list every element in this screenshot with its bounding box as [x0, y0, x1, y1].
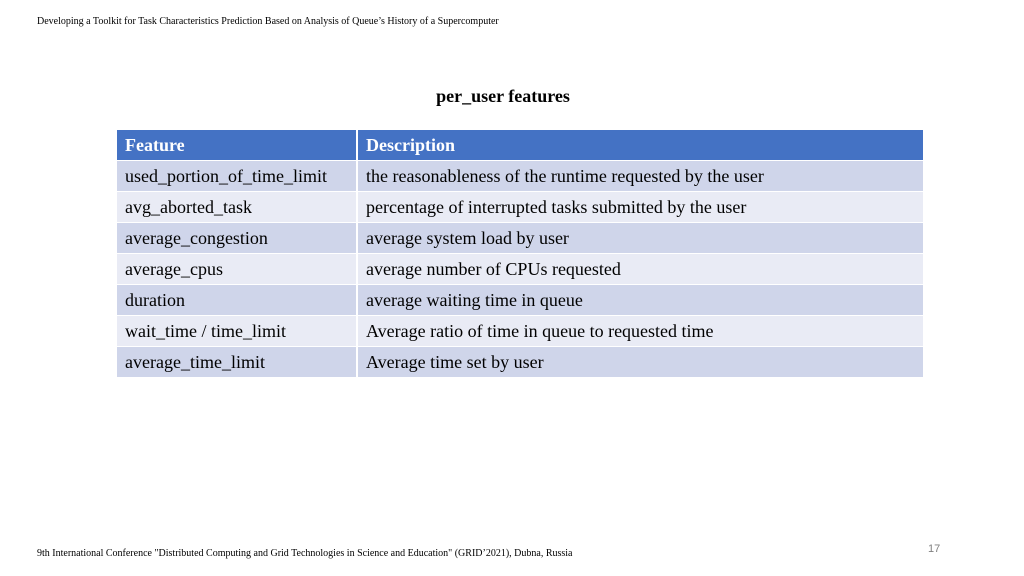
table-row	[117, 316, 923, 347]
feature-cell: average_cpus	[117, 254, 357, 285]
table-row	[117, 192, 923, 223]
table-row	[117, 254, 923, 285]
column-header-feature: Feature	[117, 130, 357, 161]
slide-title: per_user features	[436, 86, 570, 106]
feature-cell: average_congestion	[117, 223, 357, 254]
features-table	[117, 129, 923, 378]
feature-cell: avg_aborted_task	[117, 192, 357, 223]
feature-cell: duration	[117, 285, 357, 316]
table-row	[117, 347, 923, 378]
page-number: 17	[928, 543, 941, 555]
table-header-row	[117, 130, 923, 161]
slide-header: Developing a Toolkit for Task Characteristics Prediction Based on Analysis of Queue’s History of a Supercomputer	[37, 16, 499, 27]
table-row	[117, 285, 923, 316]
table-row	[117, 161, 923, 192]
description-cell: the reasonableness of the runtime requested by the user	[357, 161, 923, 192]
column-header-description: Description	[357, 130, 923, 161]
description-cell: average number of CPUs requested	[357, 254, 923, 285]
description-cell: Average time set by user	[357, 347, 923, 378]
slide-footer: 9th International Conference "Distributed Computing and Grid Technologies in Science and Education" (GRID’2021), Dubna, Russia	[37, 548, 573, 559]
description-cell: average system load by user	[357, 223, 923, 254]
description-cell: average waiting time in queue	[357, 285, 923, 316]
description-cell: percentage of interrupted tasks submitted by the user	[357, 192, 923, 223]
feature-cell: used_portion_of_time_limit	[117, 161, 357, 192]
feature-cell: wait_time / time_limit	[117, 316, 357, 347]
table-row	[117, 223, 923, 254]
feature-cell: average_time_limit	[117, 347, 357, 378]
description-cell: Average ratio of time in queue to requested time	[357, 316, 923, 347]
